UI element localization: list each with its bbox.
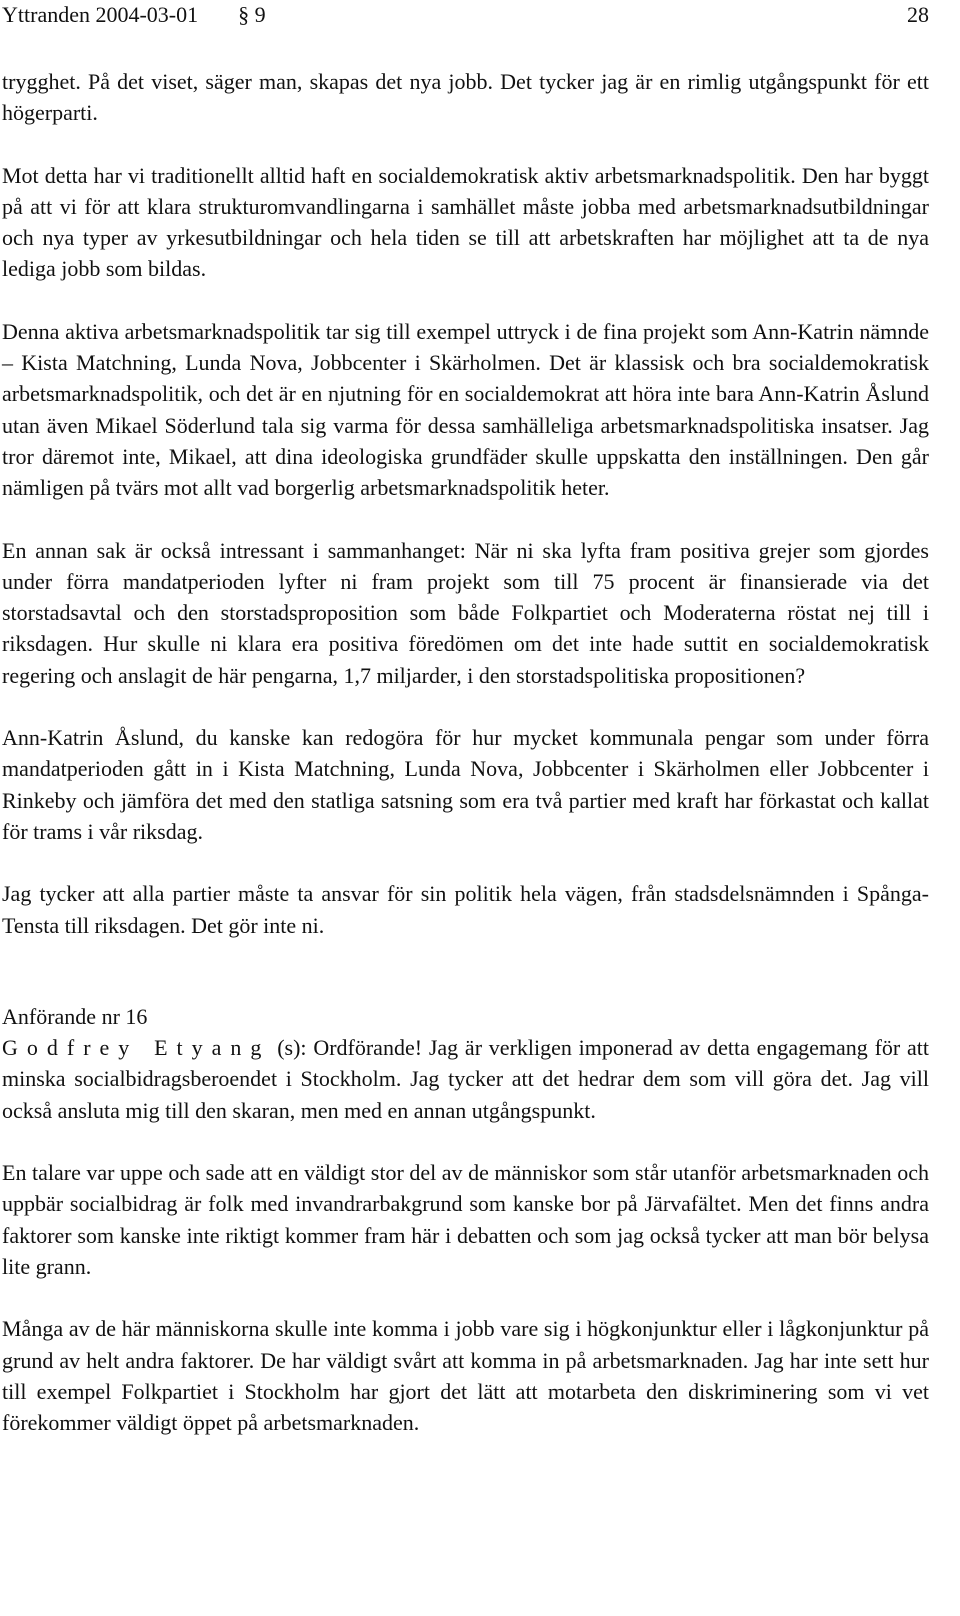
page-header — [2, 0, 929, 33]
paragraph: Många av de här människorna skulle inte komma i jobb vare sig i högkonjunktur eller i lågkonjunktur på grund av helt andra faktorer. De har väldigt svårt att komma in på arbetsmarknaden. Jag har inte sett hur till exempel Folkpartiet i Stockholm har gjort det lätt att motarbeta den diskriminering som vi vet förekommer väldigt öppet på arbetsmarknaden. — [2, 1316, 929, 1436]
speaker-party: (s): — [270, 1035, 307, 1061]
paragraph: Ann-Katrin Åslund, du kanske kan redogöra för hur mycket kommunala pengar som under förra mandatperioden gått in i Kista Matchning, Lunda Nova, Jobbcenter i Skärholmen eller Jobbcenter i Rinkeby och jämföra det med den statliga satsning som era två partier med kraft har förkastat och kallat för trams i vår riksdag. — [2, 725, 929, 844]
document-body — [2, 66, 929, 1438]
paragraph: trygghet. På det viset, säger man, skapas det nya jobb. Det tycker jag är en rimlig utgångspunkt för ett högerparti. — [2, 69, 929, 126]
speaker-name: Godfrey Etyang — [2, 1035, 271, 1061]
header-left — [2, 1, 266, 29]
publication-title: Yttranden 2004-03-01 — [2, 2, 199, 27]
speech-heading: Anförande nr 16 — [2, 1003, 148, 1029]
paragraph: Mot detta har vi traditionellt alltid haft en socialdemokratisk aktiv arbetsmarknadspolitik. Den har byggt på att vi för att klara strukturomvandlingarna i samhället måste jobba med arbetsmarknadsutbildningar och nya typer av yrkesutbildningar och hela tiden se till att arbetskraften har möjlighet att ta de nya lediga jobb som bildas. — [2, 162, 929, 282]
paragraph: Jag tycker att alla partier måste ta ansvar för sin politik hela vägen, från stadsdelsnämnden i Spånga-Tensta till riksdagen. Det gör inte ni. — [2, 881, 929, 938]
speech-opening-paragraph — [2, 1032, 929, 1126]
section-mark: § 9 — [238, 2, 266, 27]
paragraph: Denna aktiva arbetsmarknadspolitik tar sig till exempel uttryck i de fina projekt som Ann-Katrin nämnde – Kista Matchning, Lunda Nova, Jobbcenter i Skärholmen. Det är klassisk och bra socialdemokratisk arbetsmarknadspolitik, och det är en njutning för en socialdemokrat att höra inte bara Ann-Katrin Åslund utan även Mikael Söderlund tala sig varma för dessa samhälleliga arbetsmarknadspolitiska insatser. Jag tror däremot inte, Mikael, att dina ideologiska grundfäder skulle uppskatta den inställningen. Den går nämligen på tvärs mot allt vad borgerlig arbetsmarknadspolitik heter. — [2, 318, 929, 501]
paragraph: En talare var uppe och sade att en väldigt stor del av de människor som står utanför arbetsmarknaden och uppbär socialbidrag är folk med invandrarbakgrund som kanske bor på Järvafältet. Men det finns andra faktorer som kanske inte riktigt kommer fram här i debatten och som jag också tycker att man bör belysa lite grann. — [2, 1160, 929, 1279]
paragraph: En annan sak är också intressant i sammanhanget: När ni ska lyfta fram positiva grejer som gjordes under förra mandatperioden lyfter ni fram projekt som till 75 procent är finansierade via det storstadsavtal och den storstadsproposition som både Folkpartiet och Moderaterna röstat nej till i riksdagen. Hur skulle ni klara era positiva föredömen om det inte hade suttit en socialdemokratisk regering och anslagit de här pengarna, 1,7 miljarder, i den storstadspolitiska propositionen? — [2, 537, 929, 688]
speech-opening-text: Ordförande! Jag är verkligen imponerad av detta engagemang för att minska socialbidragsberoendet i Stockholm. Jag tycker att det hedrar dem som vill göra det. Jag vill också ansluta mig till den skaran, men med en annan utgångspunkt. — [2, 1035, 929, 1123]
page-number: 28 — [907, 2, 929, 27]
